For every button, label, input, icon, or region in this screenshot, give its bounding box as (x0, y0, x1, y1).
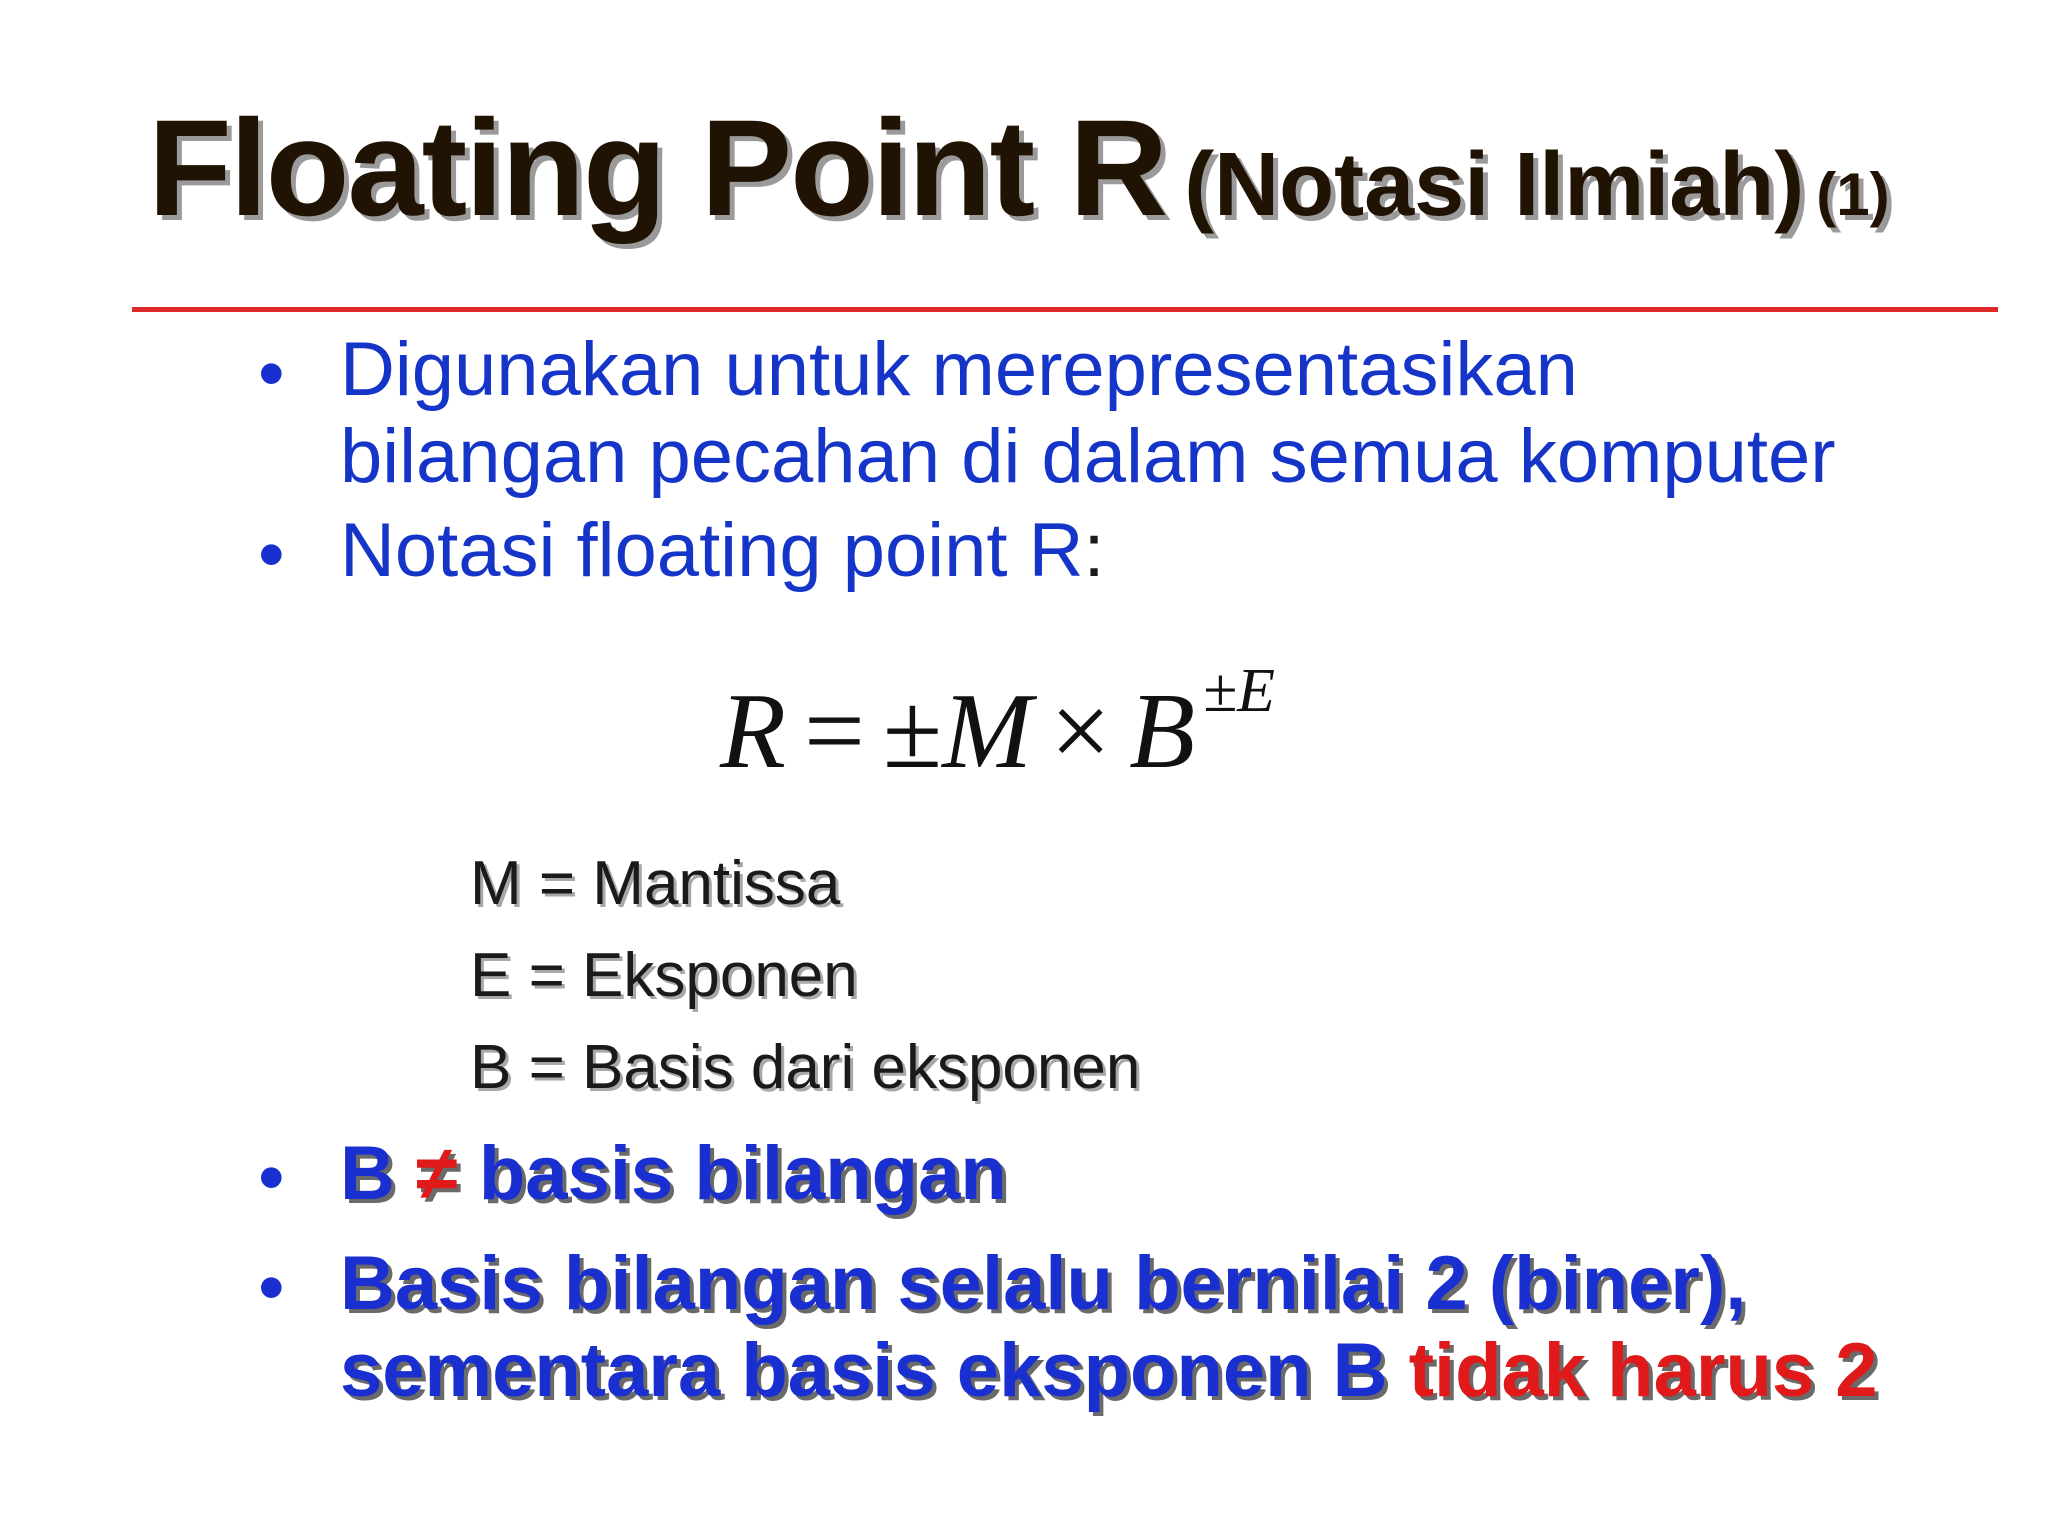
definitions-list (470, 838, 1140, 1114)
title-subtitle: (Notasi Ilmiah) (1184, 135, 1805, 235)
formula-plus-minus: ± (882, 672, 943, 791)
definition-base: B = Basis dari eksponen (470, 1033, 1141, 1102)
title-divider (132, 307, 1998, 312)
formula-exponent: ±E (1203, 657, 1275, 725)
not-equal-symbol: ≠ (416, 1131, 458, 1216)
bullet-4-line-2-prefix: sementara basis eksponen B (340, 1328, 1388, 1413)
bullet-3-suffix: basis bilangan (478, 1131, 1007, 1216)
bullet-marker-3: • (258, 1135, 285, 1220)
bullet-4-highlight: tidak harus 2 (1408, 1328, 1878, 1413)
bullet-marker-4: • (258, 1245, 285, 1330)
bullet-2-text (340, 507, 1105, 594)
title-main: Floating Point R (148, 92, 1167, 245)
definition-exponent: E = Eksponen (470, 941, 858, 1010)
formula-base: B (1129, 672, 1196, 791)
bullet-1-line-1: Digunakan untuk merepresentasikan (340, 327, 1578, 412)
bullet-1-line-2: bilangan pecahan di dalam semua komputer (340, 414, 1836, 499)
title-number: (1) (1816, 161, 1890, 228)
formula-times: × (1050, 672, 1112, 791)
definition-mantissa: M = Mantissa (470, 849, 841, 918)
bullet-2-colon: : (1083, 508, 1105, 593)
bullet-3-text (340, 1130, 1007, 1217)
bullet-4-line-1: Basis bilangan selalu bernilai 2 (biner), (340, 1241, 1747, 1326)
formula-equals: = (803, 672, 865, 791)
bullet-4-line-2 (340, 1327, 1878, 1414)
bullet-2-label: Notasi floating point R (340, 508, 1084, 593)
formula-mantissa: M (942, 672, 1033, 791)
formula-lhs: R (720, 672, 786, 791)
formula (720, 657, 1275, 791)
bullet-3-prefix: B (340, 1131, 395, 1216)
slide-title (148, 92, 2008, 280)
bullet-marker-2: • (258, 512, 285, 597)
bullet-marker-1: • (258, 331, 285, 416)
